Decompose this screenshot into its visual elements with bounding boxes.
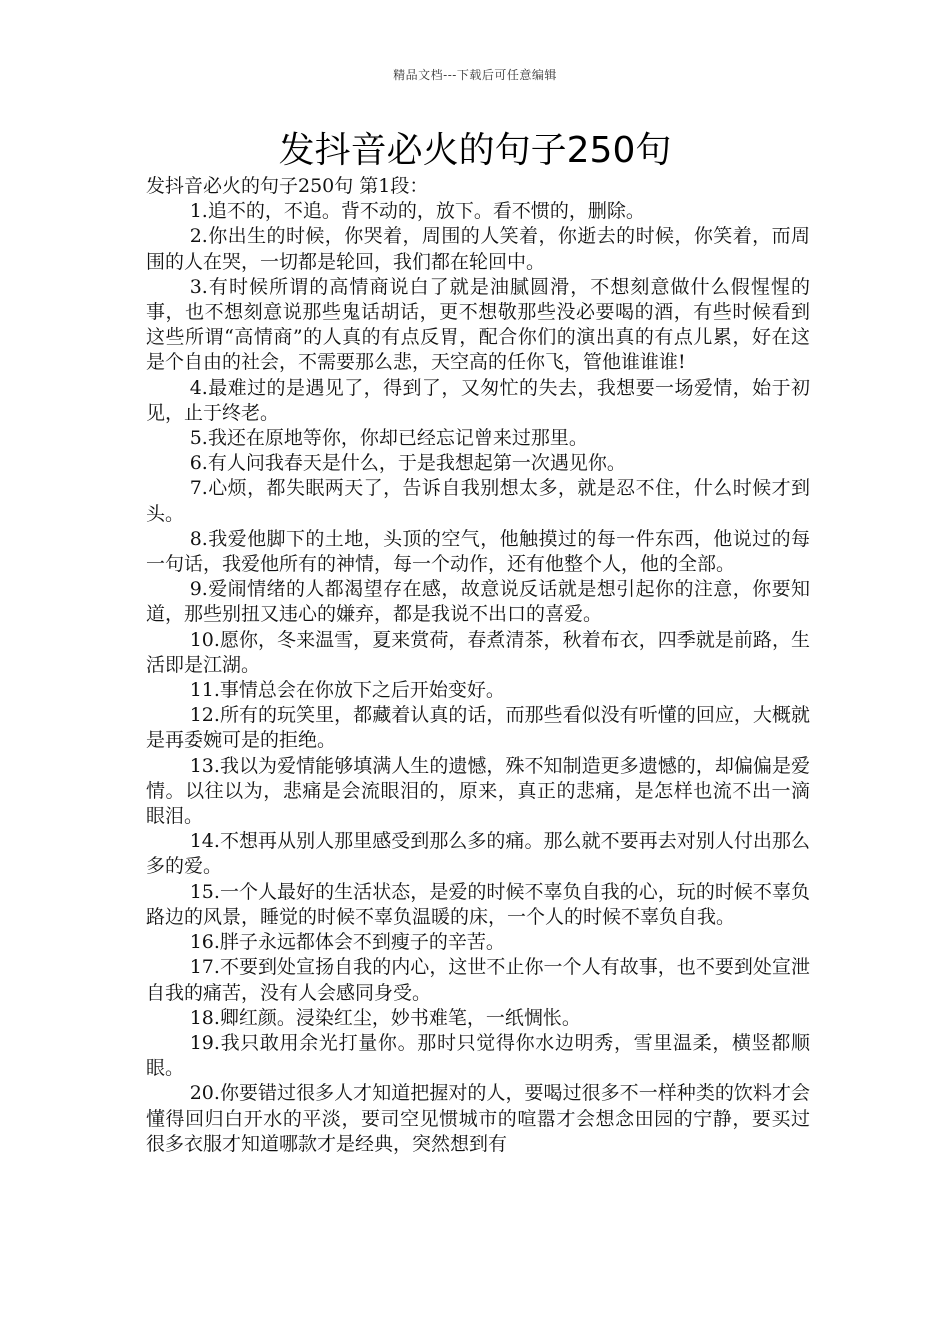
- list-item: 17.不要到处宣扬自我的内心，这世不止你一个人有故事，也不要到处宣泄自我的痛苦，没有人会感同身受。: [146, 956, 810, 1004]
- list-item: 14.不想再从别人那里感受到那么多的痛。那么就不要再去对别人付出那么多的爱。: [146, 830, 810, 878]
- list-item: 15.一个人最好的生活状态，是爱的时候不辜负自我的心，玩的时候不辜负路边的风景，睡觉的时候不辜负温暖的床，一个人的时候不辜负自我。: [146, 880, 810, 928]
- list-item: 6.有人问我春天是什么，于是我想起第一次遇见你。: [189, 452, 626, 475]
- list-item: 1.追不的，不追。背不动的，放下。看不惯的，删除。: [189, 200, 645, 223]
- list-item: 13.我以为爱情能够填满人生的遗憾，殊不知制造更多遗憾的，却偏偏是爱情。以往以为，悲痛是会流眼泪的，原来，真正的悲痛，是怎样也流不出一滴眼泪。: [146, 754, 810, 828]
- list-item: 19.我只敢用余光打量你。那时只觉得你水边明秀，雪里温柔，横竖都顺眼。: [146, 1031, 810, 1080]
- list-item: 8.我爱他脚下的土地，头顶的空气，他触摸过的每一件东西，他说过的每一句话，我爱他所有的神情，每一个动作，还有他整个人，他的全部。: [146, 527, 810, 576]
- list-item: 12.所有的玩笑里，都藏着认真的话，而那些看似没有听懂的回应，大概就是再委婉可是的拒绝。: [146, 704, 810, 752]
- list-item: 20.你要错过很多人才知道把握对的人，要喝过很多不一样种类的饮料才会懂得回归白开水的平淡，要司空见惯城市的喧嚣才会想念田园的宁静，要买过很多衣服才知道哪款才是经典，突然想到有: [146, 1082, 810, 1155]
- list-item: 2.你出生的时候，你哭着，周围的人笑着，你逝去的时候，你笑着，而周围的人在哭，一切都是轮回，我们都在轮回中。: [146, 225, 810, 273]
- document-title: 发抖音必火的句子250句: [278, 130, 672, 171]
- list-item: 11.事情总会在你放下之后开始变好。: [189, 679, 505, 702]
- list-item: 7.心烦，都失眠两天了，告诉自我别想太多，就是忍不住，什么时候才到头。: [146, 477, 810, 525]
- list-item: 5.我还在原地等你，你却已经忘记曾来过那里。: [189, 427, 588, 450]
- list-item: 4.最难过的是遇见了，得到了，又匆忙的失去，我想要一场爱情，始于初见，止于终老。: [146, 376, 810, 424]
- page-header-watermark: 精品文档---下载后可任意编辑: [393, 68, 557, 82]
- list-item: 3.有时候所谓的高情商说白了就是油腻圆滑，不想刻意做什么假惺惺的事，也不想刻意说那些鬼话胡话，更不想敬那些没必要喝的酒，有些时候看到这些所谓“高情商”的人真的有点反胃，配合你们的演出真的有点儿累，好在这是个自由的社会，不需要那么悲，天空高的任你飞，管他谁谁谁!: [146, 275, 810, 374]
- section-label: 发抖音必火的句子250句 第1段：: [146, 175, 429, 197]
- list-item: 10.愿你，冬来温雪，夏来赏荷，春煮清茶，秋着布衣，四季就是前路，生活即是江湖。: [146, 628, 810, 676]
- list-item: 16.胖子永远都体会不到瘦子的辛苦。: [189, 931, 505, 954]
- list-item: 18.卿红颜。浸染红尘，妙书难笔，一纸惆怅。: [189, 1006, 581, 1029]
- list-item: 9.爱闹情绪的人都渴望存在感，故意说反话就是想引起你的注意，你要知道，那些别扭又违心的嫌弃，都是我说不出口的喜爱。: [146, 578, 810, 626]
- document-body: [146, 174, 810, 1157]
